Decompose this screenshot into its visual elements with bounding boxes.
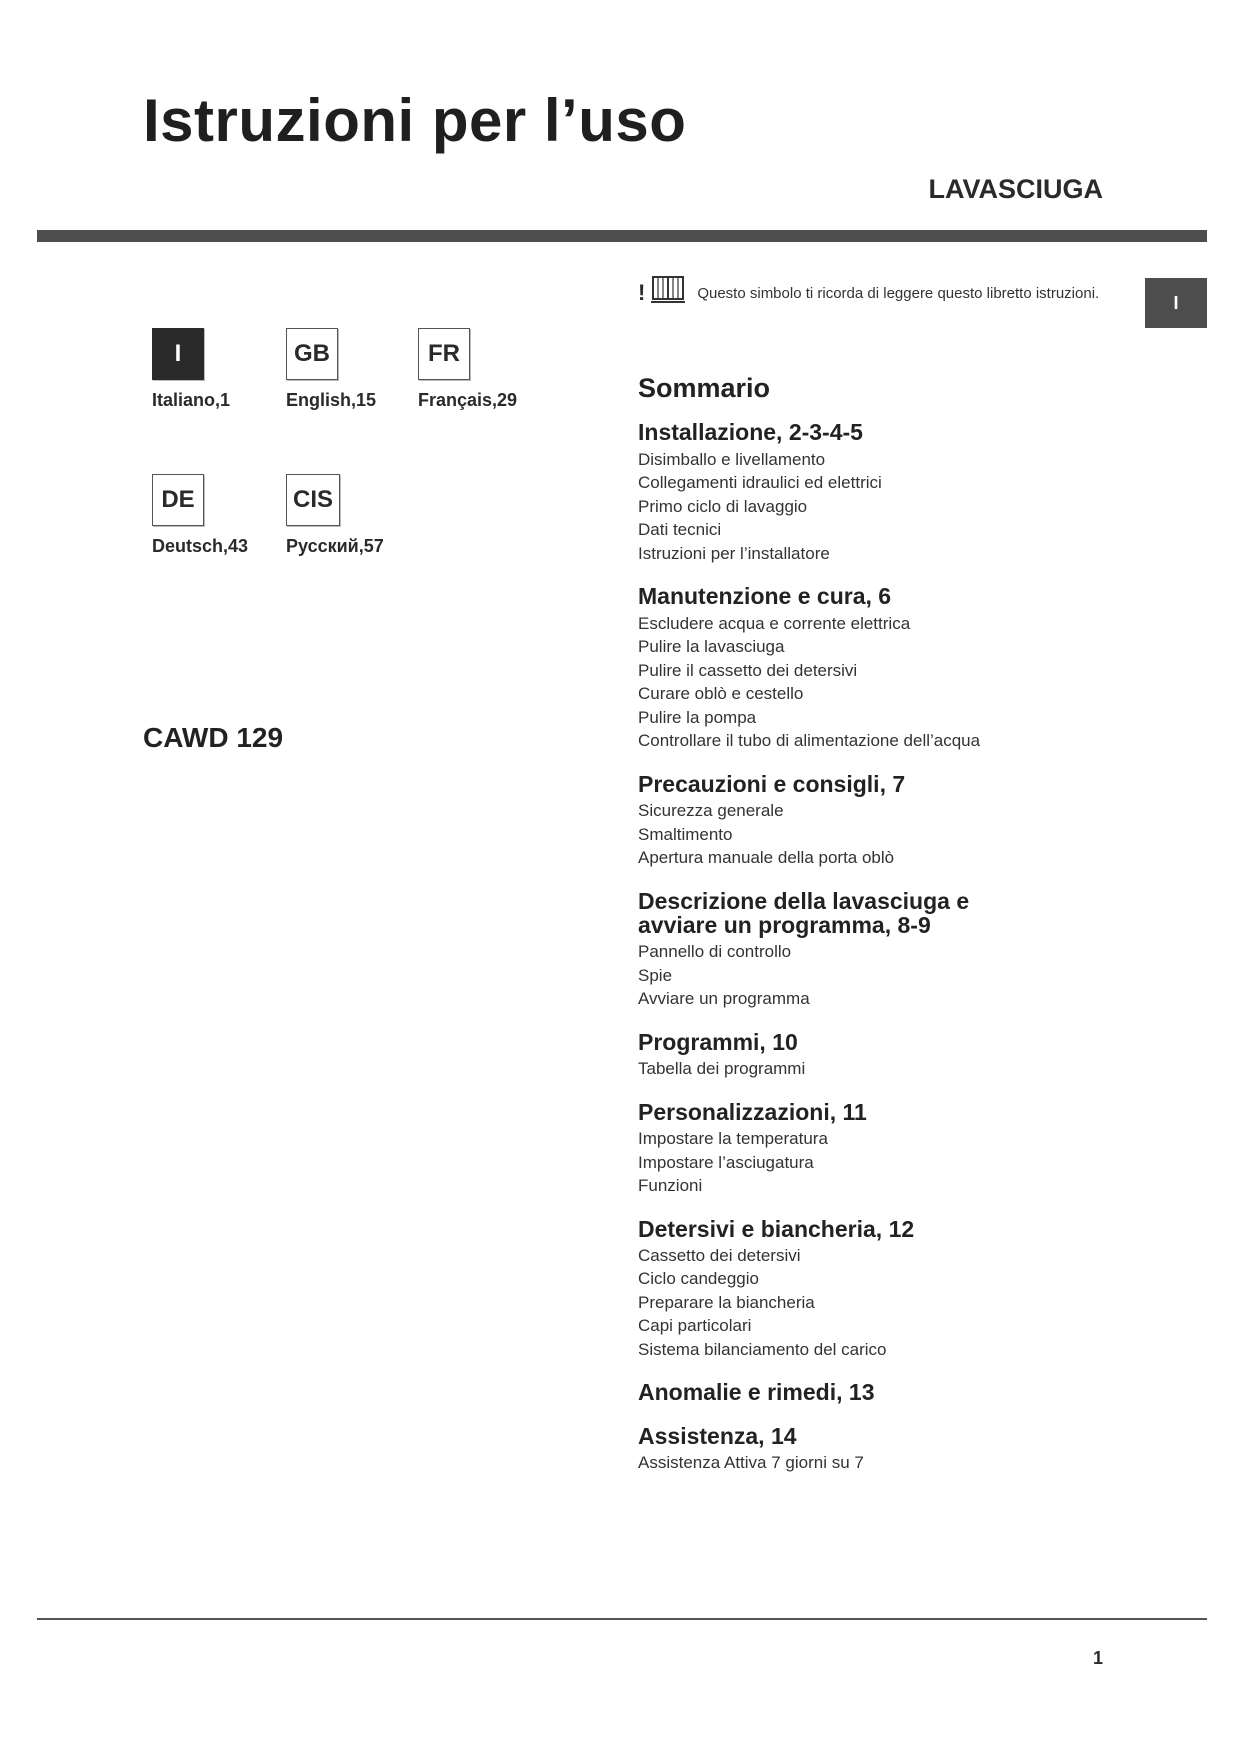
toc-section [638,420,1158,565]
toc-section [638,772,1158,870]
toc-section [638,889,1158,1011]
toc-item[interactable]: Preparare la biancheria [638,1292,815,1312]
toc-item[interactable]: Ciclo candeggio [638,1269,759,1289]
page-number: 1 [1092,1648,1103,1668]
language-selector [152,328,572,588]
toc-item[interactable]: Capi particolari [638,1316,752,1336]
toc-item[interactable]: Funzioni [638,1176,703,1196]
page-title: Istruzioni per l’uso [143,87,687,154]
language-code-box: FR [418,328,470,380]
toc-item[interactable]: Pannello di controllo [638,942,792,962]
language-code-box: GB [286,328,338,380]
language-english[interactable] [286,328,421,411]
toc-section-heading[interactable]: Anomalie e rimedi, 13 [638,1379,875,1406]
language-label: Italiano,1 [152,390,231,410]
toc-item[interactable]: Controllare il tubo di alimentazione dell’acqua [638,731,981,751]
toc-item[interactable]: Assistenza Attiva 7 giorni su 7 [638,1453,864,1473]
toc-item[interactable]: Tabella dei programmi [638,1059,806,1079]
toc-item[interactable]: Collegamenti idraulici ed elettrici [638,473,882,493]
toc-title: Sommario [638,373,771,403]
toc-section [638,1100,1158,1198]
toc-section [638,1030,1158,1081]
toc-item[interactable]: Spie [638,965,673,985]
toc-item[interactable]: Apertura manuale della porta oblò [638,848,895,868]
toc-item[interactable]: Cassetto dei detersivi [638,1245,801,1265]
toc-item[interactable]: Pulire il cassetto dei detersivi [638,660,858,680]
toc-section-heading[interactable]: Installazione, 2-3-4-5 [638,419,863,446]
toc-section-heading[interactable]: Manutenzione e cura, 6 [638,583,892,610]
toc-section [638,584,1158,752]
language-tab: I [1145,278,1207,328]
toc-item[interactable]: Sicurezza generale [638,801,784,821]
footer-rule [37,1618,1207,1620]
toc-item[interactable]: Sistema bilanciamento del carico [638,1339,887,1359]
language-italian[interactable] [152,328,287,411]
toc-item[interactable]: Primo ciclo di lavaggio [638,496,808,516]
toc-item[interactable]: Pulire la lavasciuga [638,637,785,657]
toc-section [638,1217,1158,1362]
language-code-box: CIS [286,474,340,526]
toc-item[interactable]: Smaltimento [638,824,733,844]
notice-text: Questo simbolo ti ricorda di leggere questo libretto istruzioni. [697,285,1100,302]
toc-section [638,1424,1158,1475]
read-manual-notice [638,274,1118,304]
toc-section-heading[interactable]: Precauzioni e consigli, 7 [638,770,906,797]
toc-item[interactable]: Disimballo e livellamento [638,449,826,469]
language-russian[interactable] [286,474,421,557]
toc-section-heading[interactable]: Detersivi e biancheria, 12 [638,1215,915,1242]
toc-item[interactable]: Pulire la pompa [638,707,757,727]
language-french[interactable] [418,328,553,411]
language-label: Français,29 [418,390,518,410]
language-label: English,15 [286,390,377,410]
header-rule [37,230,1207,242]
toc-item[interactable]: Dati tecnici [638,520,722,540]
toc-item[interactable]: Impostare l’asciugatura [638,1152,814,1172]
table-of-contents [638,372,1158,1494]
toc-item[interactable]: Istruzioni per l’installatore [638,543,830,563]
language-code-box: DE [152,474,204,526]
toc-item[interactable]: Curare oblò e cestello [638,684,804,704]
toc-item[interactable]: Avviare un programma [638,989,810,1009]
toc-item[interactable]: Escludere acqua e corrente elettrica [638,613,911,633]
model-name: CAWD 129 [143,722,284,753]
language-code-box: I [152,328,204,380]
toc-section [638,1380,1158,1404]
product-type: LAVASCIUGA [928,174,1103,204]
toc-item[interactable]: Impostare la temperatura [638,1129,828,1149]
book-icon [651,274,685,304]
language-label: Русский,57 [286,536,384,556]
toc-section-heading[interactable]: Assistenza, 14 [638,1422,797,1449]
language-label: Deutsch,43 [152,536,249,556]
toc-section-heading[interactable]: Personalizzazioni, 11 [638,1098,867,1125]
toc-section-heading[interactable]: Descrizione della lavasciuga e avviare un programma, 8-9 [638,887,970,938]
toc-section-heading[interactable]: Programmi, 10 [638,1028,798,1055]
exclamation-mark: ! [638,280,646,305]
language-german[interactable] [152,474,287,557]
